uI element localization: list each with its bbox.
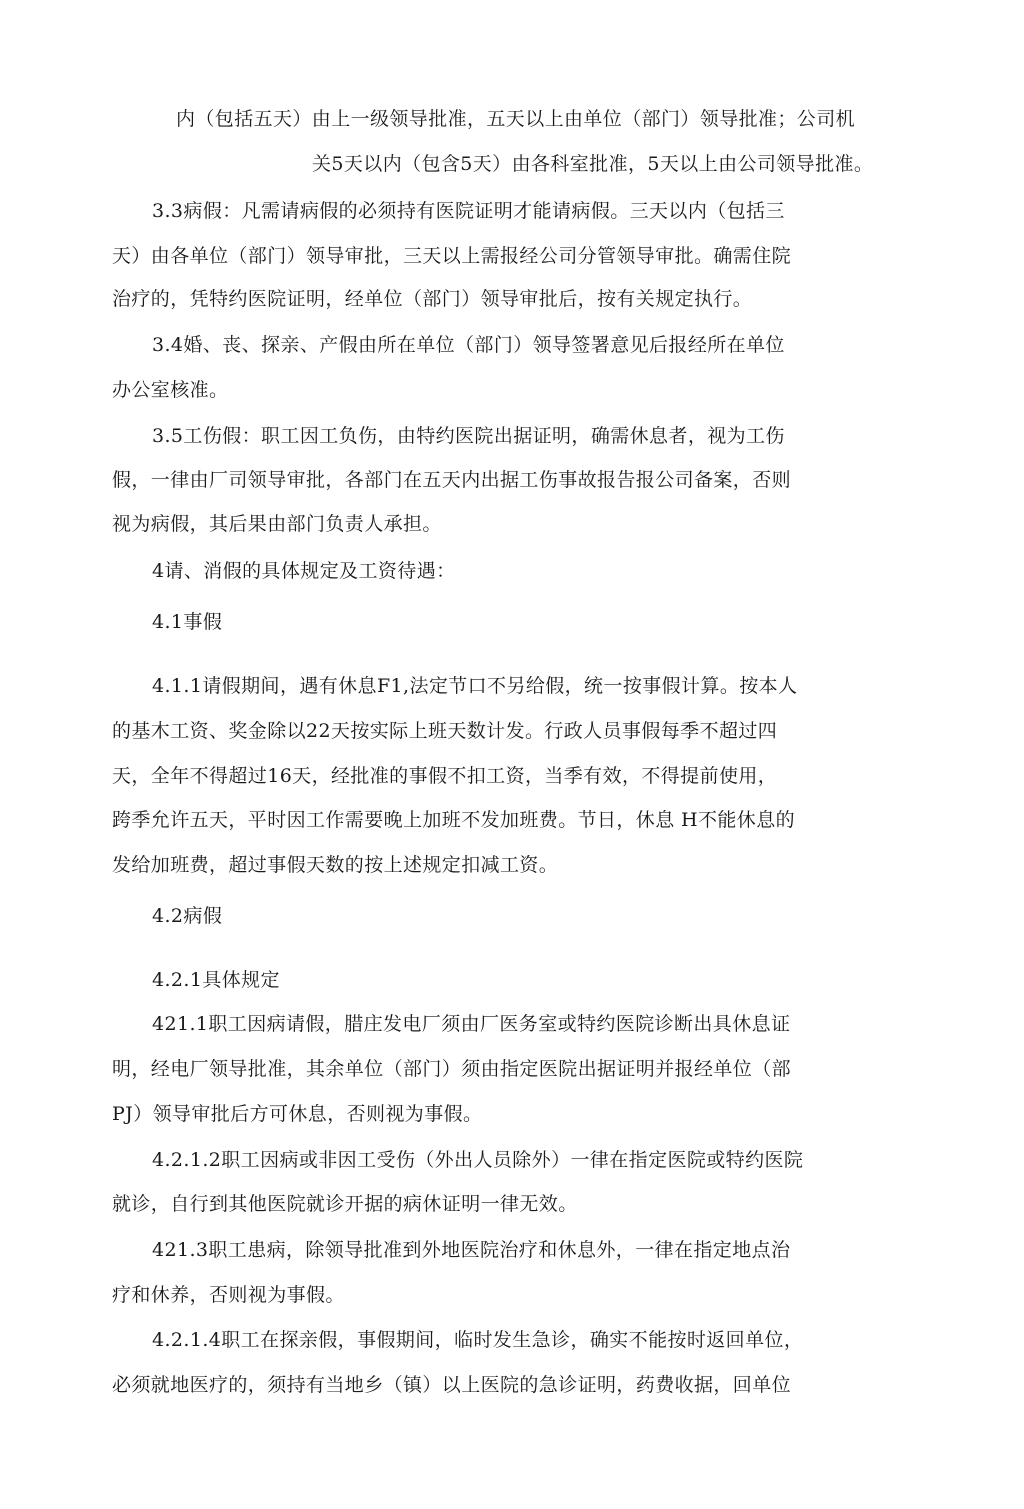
text-line: 明，经电厂领导批准，其余单位（部门）须由指定医院出据证明并报经单位（部 — [112, 1058, 792, 1080]
text-line: 的基木工资、奖金除以22天按实际上班天数计发。行政人员事假每季不超过四 — [112, 720, 778, 742]
text-line: 3.5工伤假：职工因工负伤，由特约医院出据证明，确需休息者，视为工伤 — [152, 425, 785, 447]
text-line: 办公室核准。 — [112, 379, 229, 401]
text-line: 4.2.1.2职工因病或非因工受伤（外出人员除外）一律在指定医院或特约医院 — [152, 1149, 804, 1171]
text-line: 治疗的，凭特约医院证明，经单位（部门）领导审批后，按有关规定执行。 — [112, 288, 753, 310]
text-line: 3.4婚、丧、探亲、产假由所在单位（部门）领导签署意见后报经所在单位 — [152, 334, 785, 356]
text-line: 视为病假，其后果由部门负责人承担。 — [112, 513, 442, 535]
text-line: 就诊，自行到其他医院就诊开据的病休证明一律无效。 — [112, 1193, 578, 1215]
section-heading: 4.2.1具体规定 — [152, 969, 280, 991]
text-line: 4.2.1.4职工在探亲假，事假期间，临时发生急诊，确实不能按时返回单位， — [152, 1329, 804, 1351]
text-line: 4.1.1请假期间，遇有休息F1,法定节口不另给假，统一按事假计算。按本人 — [152, 675, 798, 697]
text-line: 421.1职工因病请假，腊庄发电厂须由厂医务室或特约医院诊断出具休息证 — [152, 1013, 791, 1035]
text-line: 假，一律由厂司领导审批，各部门在五天内出据工伤事故报告报公司备案，否则 — [112, 469, 792, 491]
text-line: 疗和休养，否则视为事假。 — [112, 1284, 345, 1306]
text-line: 天，全年不得超过16天，经批准的事假不扣工资，当季有效，不得提前使用， — [112, 765, 778, 787]
text-line: 必须就地医疗的，须持有当地乡（镇）以上医院的急诊证明，药费收据，回单位 — [112, 1374, 792, 1396]
text-line: 3.3病假：凡需请病假的必须持有医院证明才能请病假。三天以内（包括三 — [152, 200, 785, 222]
text-line: 内（包括五天）由上一级领导批准，五天以上由单位（部门）领导批准；公司机 — [176, 108, 856, 130]
text-line: 421.3职工患病，除领导批准到外地医院治疗和休息外，一律在指定地点治 — [152, 1239, 791, 1261]
text-line: 跨季允许五天，平时因工作需要晚上加班不发加班费。节日，休息 H不能休息的 — [112, 809, 796, 831]
text-line: 天）由各单位（部门）领导审批，三天以上需报经公司分管领导审批。确需住院 — [112, 245, 792, 267]
text-line: 4请、消假的具体规定及工资待遇： — [152, 560, 456, 582]
text-line: 关5天以内（包含5天）由各科室批准，5天以上由公司领导批准。 — [312, 153, 874, 175]
section-heading: 4.1事假 — [152, 611, 223, 633]
section-heading: 4.2病假 — [152, 905, 223, 927]
text-line: 发给加班费，超过事假天数的按上述规定扣减工资。 — [112, 854, 559, 876]
text-line: PJ）领导审批后方可休息，否则视为事假。 — [112, 1103, 483, 1125]
